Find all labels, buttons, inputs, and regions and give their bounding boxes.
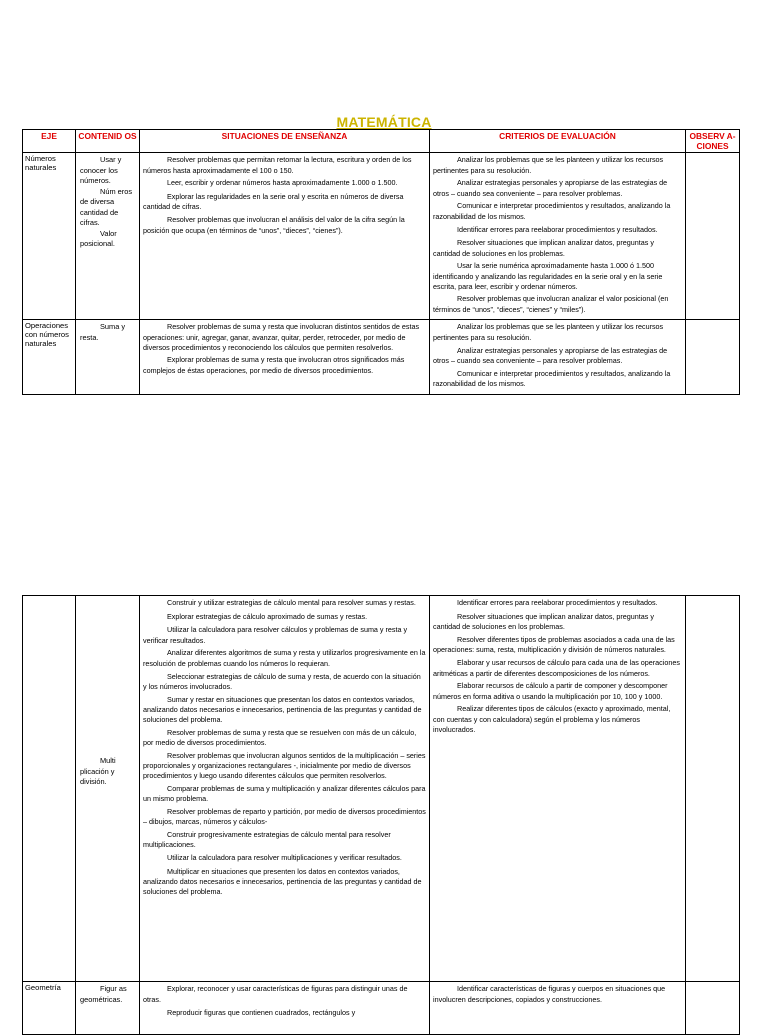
observaciones-cell <box>686 982 740 1035</box>
list-item <box>433 346 682 366</box>
criterios-cell <box>430 153 686 320</box>
list-item <box>143 728 426 748</box>
list-item <box>143 830 426 850</box>
list-item <box>143 807 426 827</box>
list-item-text: Usar la serie numérica aproximadamente hasta 1.000 ó 1.500 identificando y analizando las regularidades en la serie oral y en la serie escrita, para leer, escribir y ordenar números. <box>433 261 663 291</box>
list-item <box>80 756 135 788</box>
observaciones-cell <box>686 320 740 395</box>
list-item <box>80 187 135 229</box>
observaciones-cell <box>686 153 740 320</box>
list-item <box>80 984 135 1005</box>
situaciones-cell <box>140 320 430 395</box>
table-row <box>23 320 740 395</box>
list-item <box>433 984 682 1004</box>
list-item <box>143 322 426 352</box>
header-contenidos: CONTENID OS <box>76 130 140 153</box>
contenidos-cell <box>76 320 140 395</box>
list-item <box>433 704 682 734</box>
table-row <box>23 596 740 982</box>
list-item <box>143 215 426 235</box>
eje-cell <box>23 596 76 982</box>
list-item-text: Comunicar e interpretar procedimientos y resultados, analizando la razonabilidad de los mismos. <box>433 368 671 389</box>
list-item <box>143 751 426 781</box>
list-item-text: Realizar diferentes tipos de cálculos (exacto y aproximado, mental, con cuentas y con calculadora) según el problema y los números involucrados. <box>433 704 671 734</box>
list-item-text: Construir progresivamente estrategias de cálculo mental para resolver multiplicaciones. <box>143 829 391 850</box>
list-item-text: Comparar problemas de suma y multiplicación y analizar diferentes cálculos para un mismo problema. <box>143 783 426 804</box>
list-item <box>433 201 682 221</box>
situaciones-cell <box>140 153 430 320</box>
list-item-text: Identificar características de figuras y cuerpos en situaciones que involucren descripciones, copiados y construcciones. <box>433 984 666 1004</box>
list-item-text: Analizar diferentes algoritmos de suma y resta y utilizarlos progresivamente en la resolución de problemas cuando los números lo requieran. <box>143 648 426 668</box>
list-item-text: Construir y utilizar estrategias de cálculo mental para resolver sumas y restas. <box>167 598 416 607</box>
list-item-text: Explorar estrategias de cálculo aproximado de sumas y restas. <box>167 611 368 621</box>
list-item <box>143 1008 426 1019</box>
list-item <box>143 695 426 725</box>
list-item-text: Resolver problemas de suma y resta que se resuelven con más de un cálculo, por medio de diversos procedimientos. <box>143 727 417 748</box>
list-item-text: Multi plicación y división. <box>80 756 116 786</box>
contenidos-cell <box>76 596 140 982</box>
contenidos-cell <box>76 982 140 1035</box>
list-item <box>433 155 682 175</box>
list-item <box>143 784 426 804</box>
header-observaciones: OBSERV A- CIONES <box>686 130 740 153</box>
contenidos-cell <box>76 153 140 320</box>
list-item <box>143 355 426 375</box>
situaciones-cell <box>140 982 430 1035</box>
list-item <box>143 598 426 609</box>
list-item <box>143 155 426 175</box>
curriculum-table-continued <box>22 595 740 1035</box>
list-item <box>143 853 426 864</box>
list-item-text: Resolver problemas de suma y resta que involucran distintos sentidos de estas operaciones: unir, agregar, ganar, avanzar, quitar, perder, retroceder, por medio de diversos procedimientos y reconociendo los cálculos que permiten resolverlos. <box>143 322 420 352</box>
list-item-text: Analizar estrategias personales y apropiarse de las estrategias de otros – cuando sea conveniente – para resolver problemas. <box>433 178 668 198</box>
list-item <box>433 369 682 389</box>
list-item-text: Resolver diferentes tipos de problemas asociados a cada una de las operaciones: suma, resta, multiplicación y división de números naturales. <box>433 634 675 655</box>
list-item-text: Analizar los problemas que se les planteen y utilizar los recursos pertinentes para su resolución. <box>433 155 664 175</box>
list-item-text: Explorar las regularidades en la serie oral y escrita en números de diversa cantidad de cifras. <box>143 191 404 212</box>
list-item-text: Utilizar la calculadora para resolver cálculos y problemas de suma y resta y verificar resultados. <box>143 625 408 645</box>
list-item-text: Elaborar recursos de cálculo a partir de componer y descomponer números en forma aditiva o usando la multiplicación por 10, 100 y 1000. <box>433 681 668 701</box>
list-item <box>433 238 682 258</box>
header-eje: EJE <box>23 130 76 153</box>
list-item <box>143 625 426 645</box>
list-item-text: Resolver problemas que involucran el análisis del valor de la cifra según la posición que ocupa (en términos de “unos”, “dieces”, “cienes”). <box>143 214 405 235</box>
observaciones-cell <box>686 596 740 982</box>
header-criterios: CRITERIOS DE EVALUACIÓN <box>430 130 686 153</box>
list-item <box>433 681 682 701</box>
header-situaciones: SITUACIONES DE ENSEÑANZA <box>140 130 430 153</box>
list-item <box>433 294 682 314</box>
list-item-text: Multiplicar en situaciones que presenten los datos en contextos variados, analizando datos necesarios e innecesarios, pertinencia de las preguntas y cantidad de soluciones del problema. <box>143 866 422 896</box>
list-item <box>433 261 682 291</box>
list-item <box>143 612 426 623</box>
list-item-text: Identificar errores para reelaborar procedimientos y resultados. <box>457 598 658 607</box>
situaciones-cell <box>140 596 430 982</box>
list-item <box>143 672 426 692</box>
list-item <box>433 225 682 236</box>
criterios-cell <box>430 596 686 982</box>
list-item-text: Identificar errores para reelaborar procedimientos y resultados. <box>457 224 658 234</box>
list-item-text: Núm eros de diversa cantidad de cifras. <box>80 186 133 227</box>
eje-cell: Geometría <box>23 982 76 1035</box>
list-item-text: Resolver problemas que permitan retomar la lectura, escritura y orden de los números hasta aproximadamente el 100 o 150. <box>143 155 412 175</box>
list-item-text: Figur as geométricas. <box>80 984 127 1004</box>
list-item-text: Explorar problemas de suma y resta que involucran otros significados más complejos de éstas operaciones, por medio de diversos procedimientos. <box>143 355 405 375</box>
eje-cell: Números naturales <box>23 153 76 320</box>
list-item-text: Comunicar e interpretar procedimientos y resultados, analizando la razonabilidad de los mismos. <box>433 201 671 221</box>
list-item-text: Resolver problemas de reparto y partición, por medio de diversos procedimientos – dibujos, marcas, números y cálculos- <box>143 806 426 827</box>
table-row <box>23 153 740 320</box>
list-item-text: Analizar estrategias personales y apropiarse de las estrategias de otros – cuando sea conveniente – para resolver problemas. <box>433 345 668 366</box>
list-item-text: Resolver situaciones que implican analizar datos, preguntas y cantidad de soluciones en los problemas. <box>433 611 654 632</box>
list-item <box>143 984 426 1004</box>
table-row <box>23 982 740 1035</box>
list-item-text: Utilizar la calculadora para resolver multiplicaciones y verificar resultados. <box>167 853 402 863</box>
list-item-text: Reproducir figuras que contienen cuadrados, rectángulos y <box>167 1007 356 1017</box>
list-item-text: Resolver situaciones que implican analizar datos, preguntas y cantidad de soluciones en los problemas. <box>433 238 654 258</box>
list-item-text: Leer, escribir y ordenar números hasta aproximadamente 1.000 o 1.500. <box>167 178 398 188</box>
curriculum-table <box>22 129 740 395</box>
list-item <box>143 867 426 897</box>
list-item-text: Sumar y restar en situaciones que presentan los datos en contextos variados, analizando datos necesarios e innecesarios, pertinencia de las preguntas y cantidad de soluciones del problema. <box>143 694 422 724</box>
list-item <box>80 155 135 187</box>
list-item <box>80 322 135 343</box>
list-item <box>433 635 682 655</box>
list-item <box>143 192 426 212</box>
list-item-text: Resolver problemas que involucran algunos sentidos de la multiplicación – series proporcionales y organizaciones rectangulares -, inicialmente por medio de diversos procedimientos y luego usando diferentes cálculos que permiten resolverlos. <box>143 750 426 780</box>
list-item <box>433 178 682 198</box>
table-header-row <box>23 130 740 153</box>
list-item <box>143 648 426 668</box>
criterios-cell <box>430 982 686 1035</box>
list-item <box>433 612 682 632</box>
list-item <box>80 229 135 250</box>
list-item-text: Elaborar y usar recursos de cálculo para cada una de las operaciones aritméticas a partir de diferentes descomposiciones de los números. <box>433 657 680 678</box>
list-item <box>143 178 426 189</box>
list-item-text: Resolver problemas que involucran analizar el valor posicional (en términos de “unos”, “dieces”, “cienes” y “miles”). <box>433 294 669 314</box>
list-item <box>433 322 682 342</box>
list-item-text: Usar y conocer los números. <box>80 155 122 185</box>
list-item-text: Analizar los problemas que se les planteen y utilizar los recursos pertinentes para su resolución. <box>433 322 664 342</box>
list-item <box>433 658 682 678</box>
list-item <box>433 598 682 609</box>
list-item-text: Valor posicional. <box>80 228 117 248</box>
page-title: MATEMÁTICA <box>336 114 432 130</box>
list-item-text: Explorar, reconocer y usar características de figuras para distinguir unas de otras. <box>143 984 408 1004</box>
eje-cell: Operaciones con números naturales <box>23 320 76 395</box>
list-item-text: Suma y resta. <box>80 322 126 342</box>
list-item-text: Seleccionar estrategias de cálculo de suma y resta, de acuerdo con la situación y los números involucrados. <box>143 671 421 692</box>
criterios-cell <box>430 320 686 395</box>
